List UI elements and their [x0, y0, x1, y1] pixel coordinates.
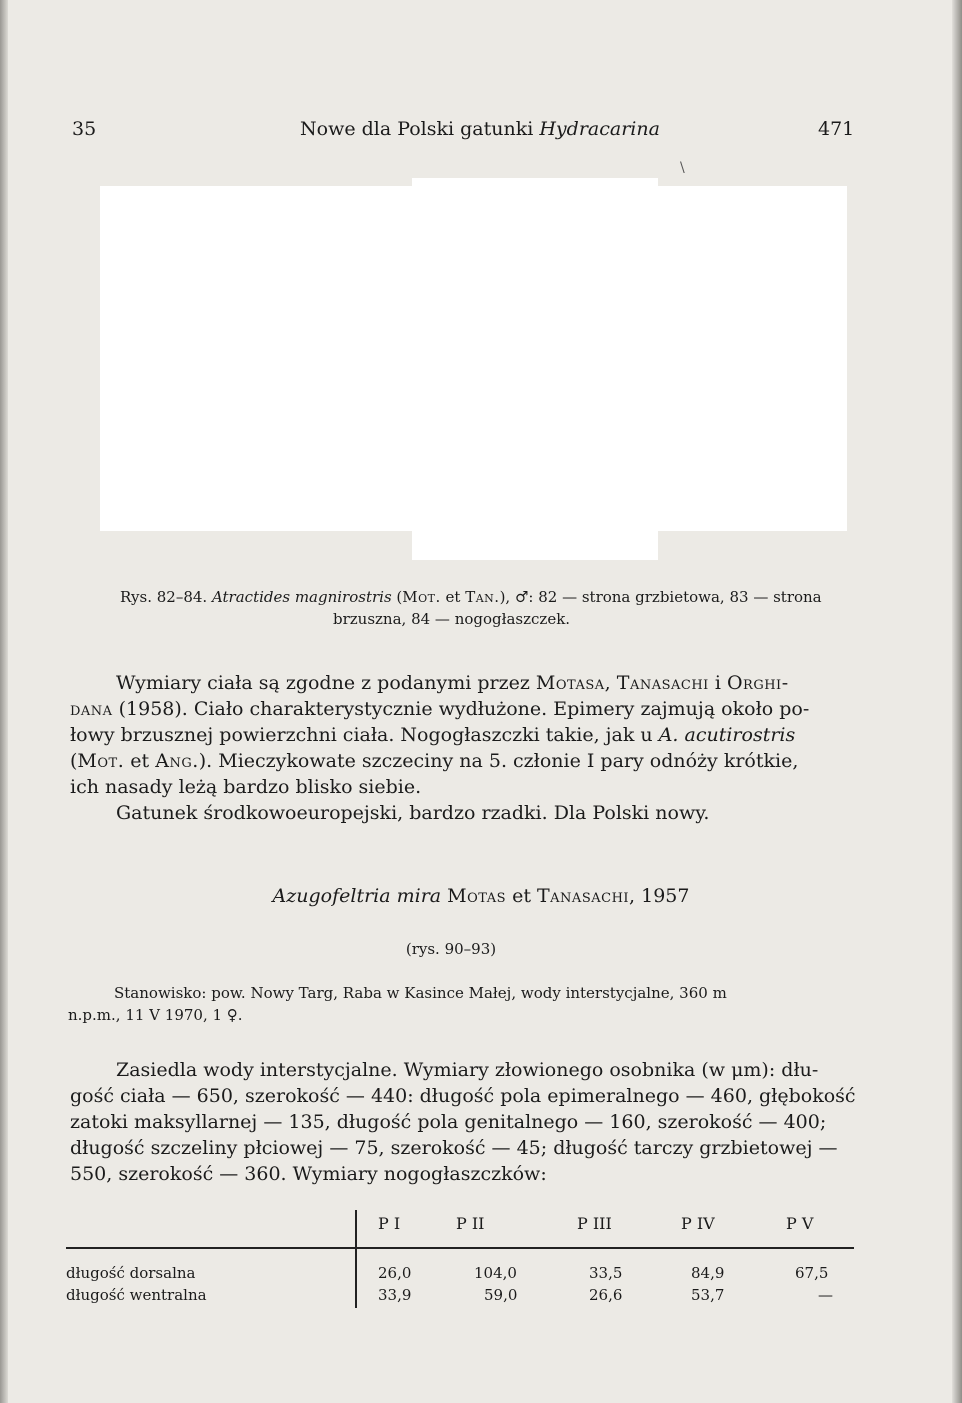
table-header-piv: P IV — [681, 1214, 715, 1233]
table-cell: 59,0 — [484, 1286, 518, 1304]
table-cell: 26,6 — [589, 1286, 623, 1304]
figure-reference: (rys. 90–93) — [405, 940, 497, 958]
species-author2: Tanasachi — [537, 885, 630, 907]
table-header-pv: P V — [786, 1214, 814, 1233]
caption-et: et — [440, 588, 466, 606]
caption-rest: ), ♂: 82 — strona grzbietowa, 83 — strona — [499, 588, 822, 606]
p1-author: Ang. — [155, 750, 199, 772]
p1-author: Motasa — [535, 672, 605, 694]
table-header-piii: P III — [577, 1214, 612, 1233]
caption-species: Atractides magnirostris — [211, 588, 392, 606]
table-cell: — — [818, 1286, 833, 1304]
table-header-pi: P I — [378, 1214, 401, 1233]
paragraph2-line4: długość szczeliny płciowej — 75, szerokość — 45; długość tarczy grzbietowej — — [70, 1137, 838, 1159]
paragraph1-line5: ich nasady leżą bardzo blisko siebie. — [70, 776, 422, 798]
caption-paren: ( — [391, 588, 403, 606]
caption-author1: Mot. — [402, 588, 441, 606]
p1-text: ). Mieczykowate szczeciny na 5. członie I pary odnóży krótkie, — [198, 750, 799, 772]
locality-line2: n.p.m., 11 V 1970, 1 ♀. — [68, 1006, 243, 1024]
caption-author2: Tan. — [465, 588, 500, 606]
paragraph1-line4 — [70, 748, 870, 774]
p1-taxon: A. acutirostris — [658, 724, 796, 746]
table-cell: 104,0 — [474, 1264, 517, 1282]
scan-edge-left — [0, 0, 8, 1403]
p1-sep: i — [708, 672, 727, 694]
running-title — [300, 118, 660, 140]
p1-text: ( — [70, 750, 78, 772]
p1-text: Wymiary ciała są zgodne z podanymi przez — [116, 672, 536, 694]
table-divider-vertical — [355, 1210, 357, 1308]
caption-label: Rys. 82–84. — [120, 588, 212, 606]
paragraph2-line3: zatoki maksyllarnej — 135, długość pola genitalnego — 160, szerokość — 400; — [70, 1111, 827, 1133]
p1-text: (1958). Ciało charakterystycznie wydłużone. Epimery zajmują około po- — [112, 698, 810, 720]
species-et: et — [506, 885, 537, 907]
p1-author: Orghi- — [726, 672, 789, 694]
locality-line1: Stanowisko: pow. Nowy Targ, Raba w Kasince Małej, wody interstycjalne, 360 m — [114, 984, 727, 1002]
paragraph1-line3 — [70, 722, 870, 748]
page-number-right: 471 — [818, 118, 855, 140]
table-cell: 26,0 — [378, 1264, 412, 1282]
p1-sep: , — [604, 672, 617, 694]
p1-author: Mot. — [77, 750, 125, 772]
table-cell: 84,9 — [691, 1264, 725, 1282]
table-cell: 33,5 — [589, 1264, 623, 1282]
species-year: , 1957 — [629, 885, 690, 907]
paragraph1-line6: Gatunek środkowoeuropejski, bardzo rzadki. Dla Polski nowy. — [116, 802, 710, 824]
paragraph2-line2: gość ciała — 650, szerokość — 440: długość pola epimeralnego — 460, głębokość — [70, 1085, 856, 1107]
scan-edge-right — [952, 0, 962, 1403]
scan-mark: \ — [680, 160, 685, 176]
p1-text: et — [124, 750, 156, 772]
table-cell: 33,9 — [378, 1286, 412, 1304]
table-header-pii: P II — [456, 1214, 485, 1233]
page-number-left: 35 — [72, 118, 97, 140]
p1-author: dana — [70, 698, 113, 720]
p1-author: Tanasachi — [616, 672, 709, 694]
table-cell: 53,7 — [691, 1286, 725, 1304]
table-cell: 67,5 — [795, 1264, 829, 1282]
running-title-taxon: Hydracarina — [539, 118, 660, 140]
species-author1: Motas — [447, 885, 507, 907]
species-name: Azugofeltria mira — [272, 885, 442, 907]
paragraph1-line1 — [70, 670, 870, 696]
paragraph1-line2 — [70, 696, 870, 722]
figure-placeholder-center — [412, 178, 658, 560]
paragraph2-line1: Zasiedla wody interstycjalne. Wymiary złowionego osobnika (w μm): dłu- — [116, 1059, 819, 1081]
figure-caption — [120, 586, 880, 608]
table-divider-horizontal — [66, 1247, 854, 1249]
caption-line2: brzuszna, 84 — nogogłaszczek. — [333, 610, 571, 628]
table-row-label: długość wentralna — [66, 1286, 207, 1304]
species-heading — [0, 885, 962, 907]
table-row-label: długość dorsalna — [66, 1264, 196, 1282]
paragraph2-line5: 550, szerokość — 360. Wymiary nogogłaszczków: — [70, 1163, 547, 1185]
p1-text: łowy brzusznej powierzchni ciała. Nogogłaszczki takie, jak u — [70, 724, 659, 746]
running-title-text: Nowe dla Polski gatunki — [300, 118, 540, 140]
